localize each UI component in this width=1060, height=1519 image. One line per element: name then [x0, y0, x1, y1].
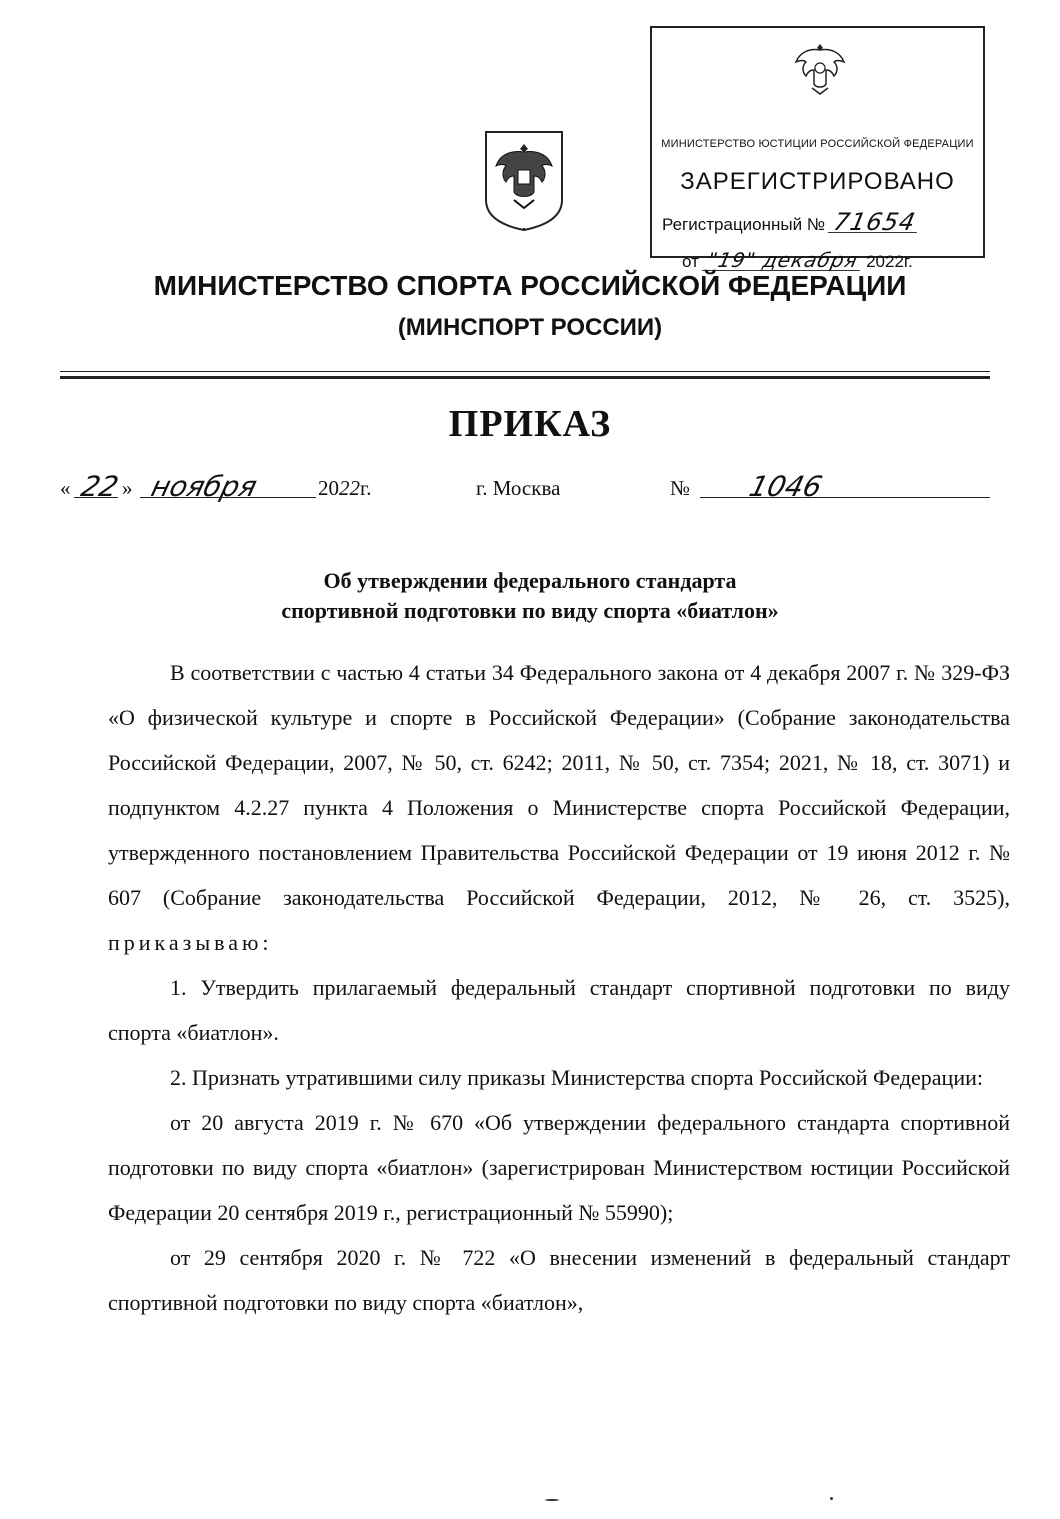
clause-2-paragraph [108, 1055, 1010, 1100]
stamp-date-year: 2022г. [866, 252, 913, 271]
order-date-number-line [60, 470, 990, 510]
subject-line-2: спортивной подготовки по виду спорта «биатлон» [281, 598, 779, 623]
registration-stamp [650, 26, 985, 272]
order-city: г. Москва [476, 476, 561, 500]
ministry-short-name: (МИНСПОРТ РОССИИ) [397, 314, 663, 341]
scan-artifact [830, 1497, 833, 1500]
header-divider-thick [60, 376, 990, 379]
order-subject [0, 566, 1060, 626]
clause-1-text: 1. Утвердить прилагаемый федеральный стандарт спортивной подготовки по виду спорта «биатлон». [108, 975, 1010, 1045]
document-type-title: ПРИКАЗ [448, 403, 612, 445]
repealed-order-2-text: от 29 сентября 2020 г. № 722 «О внесении изменений в федеральный стандарт спортивной подготовки по виду спорта «биатлон», [108, 1245, 1010, 1315]
subject-line-1: Об утверждении федерального стандарта [323, 568, 737, 593]
stamp-registration-date [682, 250, 1000, 272]
repealed-order-1-text: от 20 августа 2019 г. № 670 «Об утверждении федерального стандарта спортивной подготовки по виду спорта «биатлон» (зарегистрирован Министерством юстиции Российской Федерации 20 сентября 2019 г., регистрационный № 55990); [108, 1110, 1010, 1225]
stamp-reg-number-handwritten: 71654 [828, 212, 922, 233]
order-command-word: приказываю: [108, 930, 273, 955]
stamp-status: ЗАРЕГИСТРИРОВАНО [680, 168, 955, 195]
order-number-label: № [670, 476, 691, 500]
preamble-text: В соответствии с частью 4 статьи 34 Федерального закона от 4 декабря 2007 г. № 329-ФЗ «О физической культуре и спорте в Российской Федерации» (Собрание законодательства Российской Федерации, 2007, № 50, ст. 6242; 2011, № 50, ст. 7354; 2021, № 18, ст. 3071) и подпунктом 4.2.27 пункта 4 Положения о Министерстве спорта Российской Федерации, утвержденного постановлением Правительства Российской Федерации от 19 июня 2012 г. № 607 (Собрание законодательства Российской Федерации, 2012, № 26, ст. 3525), [108, 660, 1010, 910]
preamble-paragraph [108, 650, 1010, 965]
date-quote-open: « [60, 476, 71, 500]
stamp-registration-number [662, 208, 980, 236]
order-month-handwritten: ноября [147, 470, 261, 503]
order-year-suffix-handwritten: 22 [339, 476, 360, 500]
clause-2-text: 2. Признать утратившими силу приказы Министерства спорта Российской Федерации: [170, 1065, 983, 1090]
header-divider-thin [60, 371, 990, 372]
order-year [318, 476, 372, 501]
order-body [108, 650, 1010, 1325]
order-year-tail: г. [360, 476, 372, 500]
stamp-date-prefix: от [682, 252, 699, 271]
stamp-date-handwritten: "19" декабря [701, 250, 863, 271]
number-underline [700, 497, 990, 498]
repealed-order-2-paragraph [108, 1235, 1010, 1325]
scan-artifact [545, 1499, 559, 1501]
stamp-ministry-name: МИНИСТЕРСТВО ЮСТИЦИИ РОССИЙСКОЙ ФЕДЕРАЦИИ [661, 138, 974, 150]
ministry-title: МИНИСТЕРСТВО СПОРТА РОССИЙСКОЙ ФЕДЕРАЦИИ [153, 270, 907, 301]
order-year-prefix: 20 [318, 476, 339, 500]
order-day-handwritten: 22 [77, 470, 122, 503]
coat-of-arms-icon [792, 38, 848, 98]
day-underline [74, 497, 118, 498]
date-quote-close: » [122, 476, 133, 500]
month-underline [140, 497, 316, 498]
clause-1-paragraph [108, 965, 1010, 1055]
stamp-reg-label: Регистрационный № [662, 215, 826, 234]
repealed-order-1-paragraph [108, 1100, 1010, 1235]
russian-coat-of-arms-icon [484, 130, 564, 232]
order-number-handwritten: 1046 [745, 470, 826, 503]
